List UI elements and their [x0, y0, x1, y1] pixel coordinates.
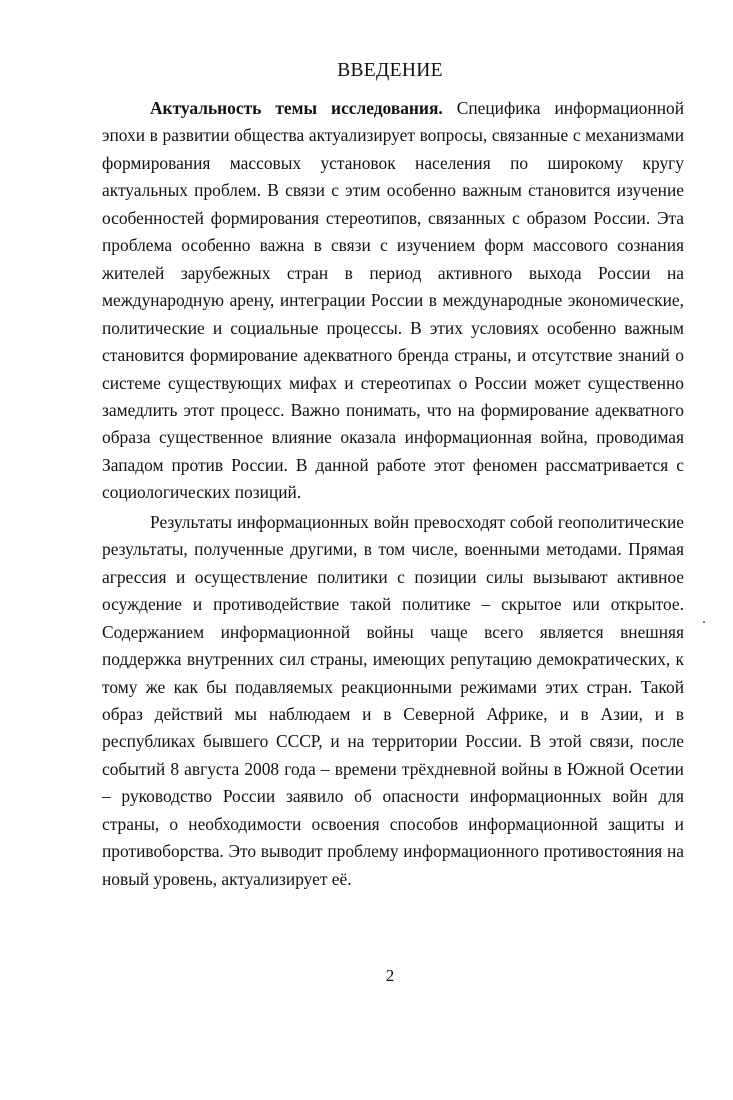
paragraph-information-wars: Результаты информационных войн превосходят собой геополитические результаты, полученные другими, в том числе, военными методами. Прямая агрессия и осуществление политики с позиции силы вызывают активное осуждение и противодействие такой политике – скрытое или открытое. Содержанием информационной войны чаще всего является внешняя поддержка внутренних сил страны, имеющих репутацию демократических, к тому же как бы подавляемых реакционными режимами этих стран. Такой образ действий мы наблюдаем и в Северной Африке, и в Азии, и в республиках бывшего СССР, и на территории России. В этой связи, после событий 8 августа 2008 года – времени трёхдневной войны в Южной Осетии – руководство России заявило об опасности информационных войн для страны, о необходимости освоения способов информационной защиты и противоборства. Это выводит проблему информационного противостояния на новый уровень, актуализирует её.	[102, 511, 684, 889]
paragraph-relevance	[102, 95, 684, 507]
paragraph-lead: Актуальность темы исследования.	[150, 98, 443, 118]
paragraph-text: Специфика информационной эпохи в развитии общества актуализирует вопросы, связанные с механизмами формирования массовых установок населения по широкому кругу актуальных проблем. В связи с этим особенно важным становится изучение особенностей формирования стереотипов, связанных с образом России. Эта проблема особенно важна в связи с изучением форм массового сознания жителей зарубежных стран в период активного выхода России на международную арену, интеграции России в международные экономические, политические и социальные процессы. В этих условиях особенно важным становится формирование адекватного бренда страны, и отсутствие знаний о системе существующих мифах и стереотипах о России может существенно замедлить этот процесс. Важно понимать, что на формирование адекватного образа существенное влияние оказала информационная война, проводимая Западом против России. В данной работе этот феномен рассматривается с социологических позиций.	[102, 98, 684, 503]
page-number: 2	[385, 966, 395, 985]
body-text	[102, 95, 684, 893]
scan-speck	[703, 621, 705, 623]
section-heading: ВВЕДЕНИЕ	[337, 60, 443, 81]
